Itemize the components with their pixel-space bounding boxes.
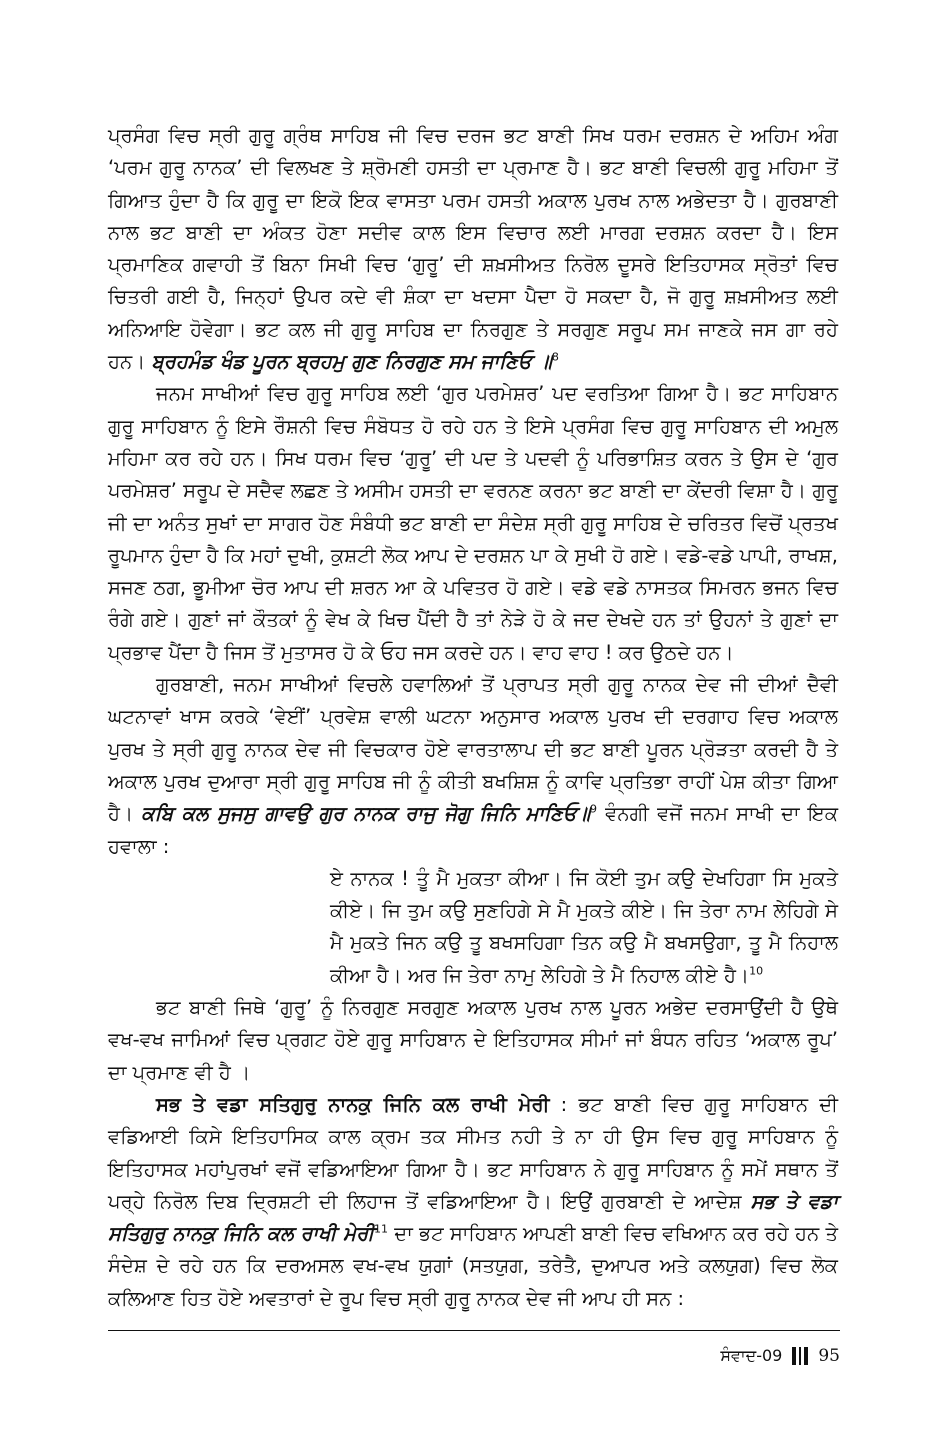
section-heading: ਸਭ ਤੇ ਵਡਾ ਸਤਿਗੁਰੁ ਨਾਨਕੁ ਜਿਨਿ ਕਲ ਰਾਖੀ ਮੇਰੀ <box>156 1092 550 1116</box>
footnote-ref[interactable]: 9 <box>590 802 597 816</box>
janam-sakhi-blockquote <box>330 863 838 992</box>
paragraph-text: ਵੰਨਗੀ ਵਜੋਂ ਜਨਮ ਸਾਖੀ ਦਾ ਇਕ ਹਵਾਲਾ : <box>108 802 839 858</box>
paragraph-text: ਪ੍ਰਸੰਗ ਵਿਚ ਸ੍ਰੀ ਗੁਰੂ ਗ੍ਰੰਥ ਸਾਹਿਬ ਜੀ ਵਿਚ ਦਰਜ ਭਟ ਬਾਣੀ ਸਿਖ ਧਰਮ ਦਰਸ਼ਨ ਦੇ ਅਹਿਮ ਅੰਗ ‘ਪਰਮ ਗੁਰੂ ਨਾਨਕ’ ਦੀ ਵਿਲਖਣ ਤੇ ਸ਼੍ਰੋਮਣੀ ਹਸਤੀ ਦਾ ਪ੍ਰਮਾਣ ਹੈ। ਭਟ ਬਾਣੀ ਵਿਚਲੀ ਗੁਰੂ ਮਹਿਮਾ ਤੋਂ ਗਿਆਤ ਹੁੰਦਾ ਹੈ ਕਿ ਗੁਰੂ ਦਾ ਇਕੋ ਇਕ ਵਾਸਤਾ ਪਰਮ ਹਸਤੀ ਅਕਾਲ ਪੁਰਖ ਨਾਲ ਅਭੇਦਤਾ ਹੈ। ਗੁਰਬਾਣੀ ਨਾਲ ਭਟ ਬਾਣੀ ਦਾ ਅੰਕਤ ਹੋਣਾ ਸਦੀਵ ਕਾਲ ਇਸ ਵਿਚਾਰ ਲਈ ਮਾਰਗ ਦਰਸ਼ਨ ਕਰਦਾ ਹੈ। ਇਸ ਪ੍ਰਮਾਣਿਕ ਗਵਾਹੀ ਤੋਂ ਬਿਨਾ ਸਿਖੀ ਵਿਚ ‘ਗੁਰੂ’ ਦੀ ਸ਼ਖ਼ਸੀਅਤ ਨਿਰੋਲ ਦੂਸਰੇ ਇਤਿਹਾਸਕ ਸ੍ਰੋਤਾਂ ਵਿਚ ਚਿਤਰੀ ਗਈ ਹੈ, ਜਿਨ੍ਹਾਂ ਉਪਰ ਕਦੇ ਵੀ ਸ਼ੰਕਾ ਦਾ ਖਦਸਾ ਪੈਦਾ ਹੋ ਸਕਦਾ ਹੈ, ਜੋ ਗੁਰੂ ਸ਼ਖ਼ਸੀਅਤ ਲਈ ਅਨਿਆਇ ਹੋਵੇਗਾ। ਭਟ ਕਲ ਜੀ ਗੁਰੂ ਸਾਹਿਬ ਦਾ ਨਿਰਗੁਣ ਤੇ ਸਰਗੁਣ ਸਰੂਪ ਸਮ ਜਾਣਕੇ ਜਸ ਗਾ ਰਹੇ ਹਨ। <box>108 124 838 374</box>
footnote-ref[interactable]: 8 <box>551 350 559 364</box>
scripture-quote: ਕਬਿ ਕਲ ਸੁਜਸੁ ਗਾਵਉ ਗੁਰ ਨਾਨਕ ਰਾਜੁ ਜੋਗੁ ਜਿਨਿ ਮਾਣਿਓ॥ <box>141 802 590 826</box>
paragraph-text: ਭਟ ਬਾਣੀ ਜਿਥੇ ‘ਗੁਰੂ’ ਨੂੰ ਨਿਰਗੁਣ ਸਰਗੁਣ ਅਕਾਲ ਪੁਰਖ ਨਾਲ ਪੂਰਨ ਅਭੇਦ ਦਰਸਾਉਂਦੀ ਹੈ ਉਥੇ ਵਖ-ਵਖ ਜਾਮਿਆਂ ਵਿਚ ਪ੍ਰਗਟ ਹੋਏ ਗੁਰੂ ਸਾਹਿਬਾਨ ਦੇ ਇਤਿਹਾਸਕ ਸੀਮਾਂ ਜਾਂ ਬੰਧਨ ਰਹਿਤ ‘ਅਕਾਲ ਰੂਪ’ ਦਾ ਪ੍ਰਮਾਣ ਵੀ ਹੈ । <box>108 996 838 1084</box>
blockquote-text: ਏ ਨਾਨਕ ! ਤੂੰ ਮੈ ਮੁਕਤਾ ਕੀਆ। ਜਿ ਕੋਈ ਤੁਮ ਕਉ ਦੇਖਹਿਗਾ ਸਿ ਮੁਕਤੇ ਕੀਏ। ਜਿ ਤੁਮ ਕਉ ਸੁਣਹਿਗੇ ਸੇ ਮੈ ਮੁਕਤੇ ਕੀਏ। ਜਿ ਤੇਰਾ ਨਾਮ ਲੇਹਿਗੇ ਸੇ ਮੈ ਮੁਕਤੇ ਜਿਨ ਕਉ ਤੂ ਬਖਸਹਿਗਾ ਤਿਨ ਕਉ ਮੈ ਬਖਸਉਗਾ, ਤੂ ਮੈ ਨਿਹਾਲ ਕੀਆ ਹੈ। ਅਰ ਜਿ ਤੇਰਾ ਨਾਮੁ ਲੇਹਿਗੇ ਤੇ ਮੈ ਨਿਹਾਲ ਕੀਏ ਹੈ। <box>330 866 838 987</box>
paragraph-text: ਜਨਮ ਸਾਖੀਆਂ ਵਿਚ ਗੁਰੂ ਸਾਹਿਬ ਲਈ ‘ਗੁਰ ਪਰਮੇਸ਼ਰ’ ਪਦ ਵਰਤਿਆ ਗਿਆ ਹੈ। ਭਟ ਸਾਹਿਬਾਨ ਗੁਰੂ ਸਾਹਿਬਾਨ ਨੂੰ ਇਸੇ ਰੌਸ਼ਨੀ ਵਿਚ ਸੰਬੋਧਤ ਹੋ ਰਹੇ ਹਨ ਤੇ ਇਸੇ ਪ੍ਰਸੰਗ ਵਿਚ ਗੁਰੂ ਸਾਹਿਬਾਨ ਦੀ ਅਮੁਲ ਮਹਿਮਾ ਕਰ ਰਹੇ ਹਨ। ਸਿਖ ਧਰਮ ਵਿਚ ‘ਗੁਰੂ’ ਦੀ ਪਦ ਤੇ ਪਦਵੀ ਨੂੰ ਪਰਿਭਾਸ਼ਿਤ ਕਰਨ ਤੇ ਉਸ ਦੇ ‘ਗੁਰ ਪਰਮੇਸ਼ਰ’ ਸਰੂਪ ਦੇ ਸਦੈਵ ਲਛਣ ਤੇ ਅਸੀਮ ਹਸਤੀ ਦਾ ਵਰਨਣ ਕਰਨਾ ਭਟ ਬਾਣੀ ਦਾ ਕੇਂਦਰੀ ਵਿਸ਼ਾ ਹੈ। ਗੁਰੂ ਜੀ ਦਾ ਅਨੰਤ ਸੁਖਾਂ ਦਾ ਸਾਗਰ ਹੋਣ ਸੰਬੰਧੀ ਭਟ ਬਾਣੀ ਦਾ ਸੰਦੇਸ਼ ਸ੍ਰੀ ਗੁਰੂ ਸਾਹਿਬ ਦੇ ਚਰਿਤਰ ਵਿਚੋਂ ਪ੍ਰਤਖ ਰੂਪਮਾਨ ਹੁੰਦਾ ਹੈ ਕਿ ਮਹਾਂ ਦੁਖੀ, ਕੁਸ਼ਟੀ ਲੋਕ ਆਪ ਦੇ ਦਰਸ਼ਨ ਪਾ ਕੇ ਸੁਖੀ ਹੋ ਗਏ। ਵਡੇ-ਵਡੇ ਪਾਪੀ, ਰਾਖਸ਼, ਸਜਣ ਠਗ, ਭੂਮੀਆ ਚੋਰ ਆਪ ਦੀ ਸ਼ਰਨ ਆ ਕੇ ਪਵਿਤਰ ਹੋ ਗਏ। ਵਡੇ ਵਡੇ ਨਾਸਤਕ ਸਿਮਰਨ ਭਜਨ ਵਿਚ ਰੰਗੇ ਗਏ। ਗੁਣਾਂ ਜਾਂ ਕੌਤਕਾਂ ਨੂੰ ਵੇਖ ਕੇ ਖਿਚ ਪੈਂਦੀ ਹੈ ਤਾਂ ਨੇੜੇ ਹੋ ਕੇ ਜਦ ਦੇਖਦੇ ਹਨ ਤਾਂ ਉਹਨਾਂ ਤੇ ਗੁਣਾਂ ਦਾ ਪ੍ਰਭਾਵ ਪੈਂਦਾ ਹੈ ਜਿਸ ਤੋਂ ਮੁਤਾਸਰ ਹੋ ਕੇ ਓਹ ਜਸ ਕਰਦੇ ਹਨ। ਵਾਹ ਵਾਹ ! ਕਰ ਉਠਦੇ ਹਨ। <box>108 382 838 664</box>
paragraph-4 <box>108 992 838 1089</box>
page-footer <box>108 1343 840 1369</box>
paragraph-text: ਦਾ ਭਟ ਸਾਹਿਬਾਨ ਆਪਣੀ ਬਾਣੀ ਵਿਚ ਵਖਿਆਨ ਕਰ ਰਹੇ ਹਨ ਤੇ ਸੰਦੇਸ਼ ਦੇ ਰਹੇ ਹਨ ਕਿ ਦਰਅਸਲ ਵਖ-ਵਖ ਯੁਗਾਂ (ਸਤਯੁਗ, ਤਰੇਤੈ, ਦੁਆਪਰ ਅਤੇ ਕਲਯੁਗ) ਵਿਚ ਲੋਕ ਕਲਿਆਣ ਹਿਤ ਹੋਏ ਅਵਤਾਰਾਂ ਦੇ ਰੂਪ ਵਿਚ ਸ੍ਰੀ ਗੁਰੂ ਨਾਨਕ ਦੇਵ ਜੀ ਆਪ ਹੀ ਸਨ : <box>108 1222 838 1310</box>
footnote-ref[interactable]: 11 <box>373 1222 388 1236</box>
paragraph-text: ਗੁਰਬਾਣੀ, ਜਨਮ ਸਾਖੀਆਂ ਵਿਚਲੇ ਹਵਾਲਿਆਂ ਤੋਂ ਪ੍ਰਾਪਤ ਸ੍ਰੀ ਗੁਰੂ ਨਾਨਕ ਦੇਵ ਜੀ ਦੀਆਂ ਦੈਵੀ ਘਟਨਾਵਾਂ ਖਾਸ ਕਰਕੇ ‘ਵੇਈਂ’ ਪ੍ਰਵੇਸ਼ ਵਾਲੀ ਘਟਨਾ ਅਨੁਸਾਰ ਅਕਾਲ ਪੁਰਖ ਦੀ ਦਰਗਾਹ ਵਿਚ ਅਕਾਲ ਪੁਰਖ ਤੇ ਸ੍ਰੀ ਗੁਰੂ ਨਾਨਕ ਦੇਵ ਜੀ ਵਿਚਕਾਰ ਹੋਏ ਵਾਰਤਾਲਾਪ ਦੀ ਭਟ ਬਾਣੀ ਪੂਰਨ ਪ੍ਰੋੜਤਾ ਕਰਦੀ ਹੈ ਤੇ ਅਕਾਲ ਪੁਰਖ ਦੁਆਰਾ ਸ੍ਰੀ ਗੁਰੂ ਸਾਹਿਬ ਜੀ ਨੂੰ ਕੀਤੀ ਬਖਸ਼ਿਸ਼ ਨੂੰ ਕਾਵਿ ਪ੍ਰਤਿਭਾ ਰਾਹੀਂ ਪੇਸ਼ ਕੀਤਾ ਗਿਆ ਹੈ। <box>108 673 838 826</box>
paragraph-3 <box>108 669 838 863</box>
paragraph-5 <box>108 1089 838 1315</box>
paragraph-2 <box>108 378 838 669</box>
footer-divider <box>108 1330 840 1331</box>
page-body <box>108 120 838 1315</box>
journal-name: ਸੰਵਾਦ-09 <box>720 1346 783 1365</box>
footnote-ref[interactable]: 10 <box>749 964 764 978</box>
paragraph-text: : ਭਟ ਬਾਣੀ ਵਿਚ ਗੁਰੂ ਸਾਹਿਬਾਨ ਦੀ ਵਡਿਆਈ ਕਿਸੇ ਇਤਿਹਾਸਿਕ ਕਾਲ ਕ੍ਰਮ ਤਕ ਸੀਮਤ ਨਹੀ ਤੇ ਨਾ ਹੀ ਉਸ ਵਿਚ ਗੁਰੂ ਸਾਹਿਬਾਨ ਨੂੰ ਇਤਿਹਾਸਕ ਮਹਾਂਪੁਰਖਾਂ ਵਜੋਂ ਵਡਿਆਇਆ ਗਿਆ ਹੈ। ਭਟ ਸਾਹਿਬਾਨ ਨੇ ਗੁਰੂ ਸਾਹਿਬਾਨ ਨੂੰ ਸਮੇਂ ਸਥਾਨ ਤੋਂ ਪਰ੍ਹੇ ਨਿਰੋਲ ਦਿਬ ਦ੍ਰਿਸ਼ਟੀ ਦੀ ਲਿਹਾਜ ਤੋਂ ਵਡਿਆਇਆ ਹੈ। ਇਉਂ ਗੁਰਬਾਣੀ ਦੇ ਆਦੇਸ਼ <box>108 1092 839 1213</box>
page-number: 95 <box>818 1346 840 1366</box>
scripture-quote: ਬ੍ਰਹਮੰਡ ਖੰਡ ਪੂਰਨ ਬ੍ਰਹਮੁ ਗੁਣ ਨਿਰਗੁਣ ਸਮ ਜਾਣਿਓ ॥ <box>151 350 552 374</box>
paragraph-1 <box>108 120 838 378</box>
scripture-quote: ਸਭ ਤੇ ਵਡਾ ਸਤਿਗੁਰੁ ਨਾਨਕੁ ਜਿਨਿ ਕਲ ਰਾਖੀ ਮੇਰੀ <box>108 1189 838 1246</box>
bars-ornament-icon <box>792 1347 808 1365</box>
